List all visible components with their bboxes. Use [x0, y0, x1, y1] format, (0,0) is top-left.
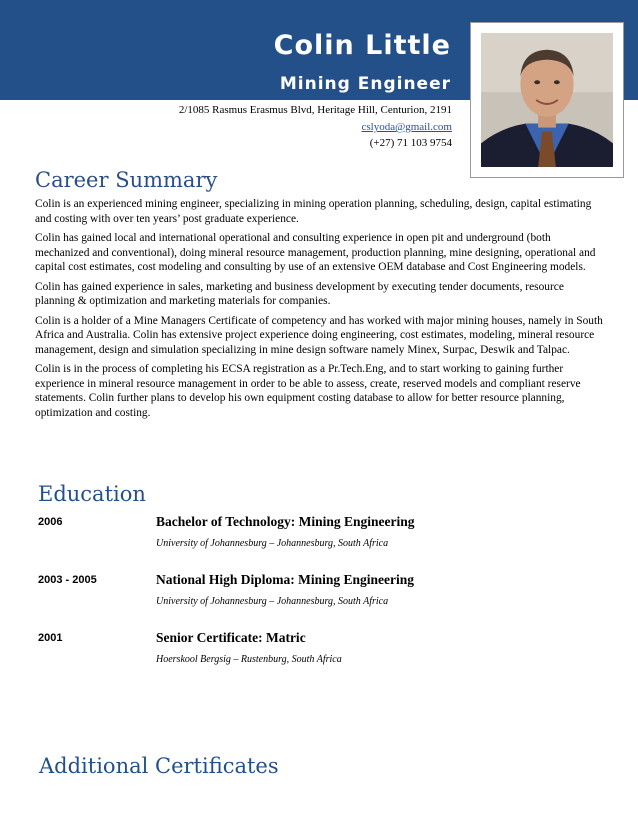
contact-phone: (+27) 71 103 9754 — [369, 137, 452, 149]
education-year: 2003 - 2005 — [38, 574, 97, 586]
education-degree: Bachelor of Technology: Mining Engineering — [156, 514, 415, 529]
contact-email-link[interactable]: cslyoda@gmail.com — [361, 121, 452, 133]
career-summary-heading: Career Summary — [35, 168, 218, 192]
additional-certificates-heading: Additional Certificates — [39, 754, 279, 778]
candidate-role: Mining Engineer — [279, 74, 451, 94]
career-summary-text — [35, 197, 606, 425]
contact-address: 2/1085 Rasmus Erasmus Blvd, Heritage Hill, Centurion, 2191 — [178, 104, 452, 116]
education-year: 2001 — [38, 632, 63, 644]
profile-photo — [470, 22, 624, 178]
person-portrait-icon — [481, 33, 613, 167]
candidate-name: Colin Little — [273, 30, 451, 61]
education-degree: National High Diploma: Mining Engineering — [156, 572, 415, 587]
summary-paragraph: Colin is in the process of completing his ECSA registration as a Pr.Tech.Eng, and to start working to gaining further experience in mineral resource management in order to be able to assess, create, reserved models and compliant reserve statements. Colin further plans to develop his own equipment costing database to allow for better resource planning, optimization and costing. — [35, 363, 581, 419]
education-degree: Senior Certificate: Matric — [156, 630, 306, 645]
education-heading: Education — [38, 482, 146, 506]
summary-paragraph: Colin is a holder of a Mine Managers Certificate of competency and has worked with major mining houses, namely in South Africa and Australia. Colin has extensive project experience doing engineering, cost estimates, modeling, mineral resource management, design and simulation specializing in mine design software namely Minex, Surpac, Deswik and Talpac. — [35, 314, 603, 356]
education-school: Hoerskool Bergsig – Rustenburg, South Africa — [156, 654, 342, 665]
summary-paragraph: Colin is an experienced mining engineer, specializing in mining operation planning, scheduling, design, capital estimating and costing with over ten years’ post graduate experience. — [35, 198, 592, 225]
summary-paragraph: Colin has gained experience in sales, marketing and business development by executing tender documents, resource planning & optimization and marketing materials for companies. — [35, 280, 564, 307]
education-school: University of Johannesburg – Johannesburg, South Africa — [156, 596, 389, 607]
education-school: University of Johannesburg – Johannesburg, South Africa — [156, 538, 389, 549]
education-year: 2006 — [38, 516, 63, 528]
summary-paragraph: Colin has gained local and international operational and consulting experience in open pit and underground (both mechanized and conventional), doing mineral resource management, production planning, mine designing, operational and capital cost estimates, cost modeling and consulting by use of an extensive OEM database and Cost Engineering models. — [35, 232, 596, 273]
